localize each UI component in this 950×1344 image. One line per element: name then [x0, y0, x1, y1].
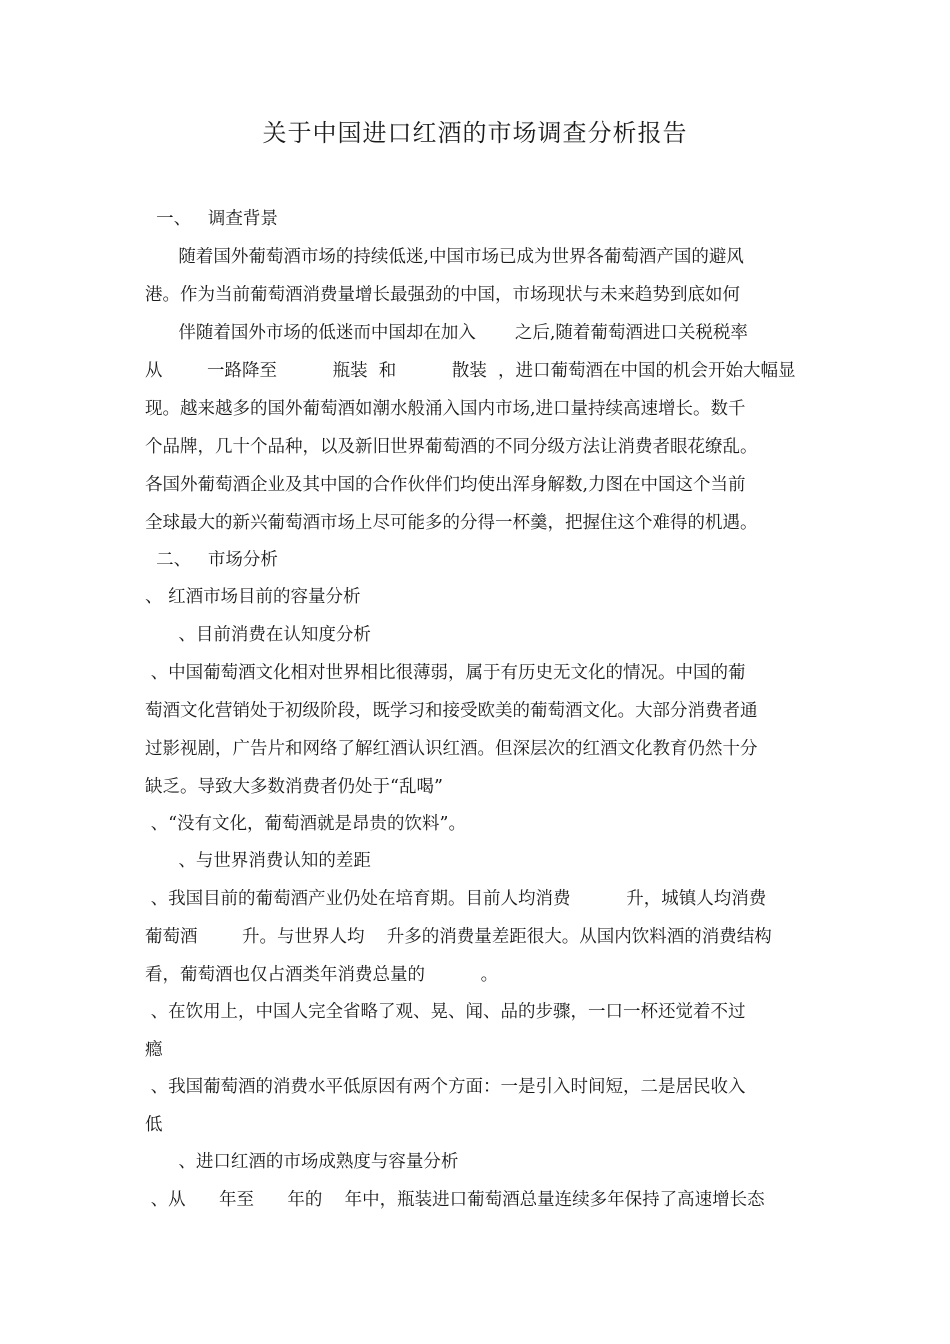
paragraph-line: 、我国葡萄酒的消费水平低原因有两个方面：一是引入时间短，二是居民收入 [145, 1077, 746, 1097]
subheading-capacity: 、 红酒市场目前的容量分析 [145, 587, 361, 607]
subheading-gap: 、与世界消费认知的差距 [145, 851, 371, 871]
paragraph-line: 各国外葡萄酒企业及其中国的合作伙伴们均使出浑身解数,力图在中国这个当前 [145, 475, 746, 495]
paragraph-line: 个品牌，几十个品种，以及新旧世界葡萄酒的不同分级方法让消费者眼花缭乱。 [145, 437, 758, 457]
paragraph-line: 港。作为当前葡萄酒消费量增长最强劲的中国，市场现状与未来趋势到底如何 [145, 285, 740, 305]
paragraph-line: 从 一路降至 瓶装 和 散装 ，进口葡萄酒在中国的机会开始大幅显 [145, 361, 796, 381]
paragraph-line: 看，葡萄酒也仅占酒类年消费总量的 。 [145, 965, 499, 985]
paragraph-line: 葡萄酒 升。与世界人均 升多的消费量差距很大。从国内饮料酒的消费结构 [145, 927, 772, 947]
paragraph-line: 、中国葡萄酒文化相对世界相比很薄弱，属于有历史无文化的情况。中国的葡 [145, 663, 746, 683]
paragraph-line: 、我国目前的葡萄酒产业仍处在培育期。目前人均消费 升，城镇人均消费 [145, 889, 767, 909]
paragraph-line: 、“没有文化，葡萄酒就是昂贵的饮料”。 [145, 814, 466, 834]
paragraph-line: 低 [145, 1115, 163, 1135]
paragraph-line: 过影视剧，广告片和网络了解红酒认识红酒。但深层次的红酒文化教育仍然十分 [145, 739, 758, 759]
paragraph-line: 全球最大的新兴葡萄酒市场上尽可能多的分得一杯羹，把握住这个难得的机遇。 [145, 513, 758, 533]
paragraph-line: 、在饮用上，中国人完全省略了观、晃、闻、品的步骤，一口一杯还觉着不过 [145, 1002, 746, 1022]
paragraph-line: 缺乏。导致大多数消费者仍处于“乱喝” [145, 777, 443, 797]
section-heading-market: 二、 市场分析 [145, 550, 278, 570]
paragraph-line: 随着国外葡萄酒市场的持续低迷,中国市场已成为世界各葡萄酒产国的避风 [145, 247, 744, 267]
section-heading-background: 一、 调查背景 [145, 209, 278, 229]
paragraph-line: 伴随着国外市场的低迷而中国却在加入 之后,随着葡萄酒进口关税税率 [145, 323, 748, 343]
paragraph-line: 瘾 [145, 1040, 163, 1060]
paragraph-line: 、从 年至 年的 年中，瓶装进口葡萄酒总量连续多年保持了高速增长态 [145, 1190, 765, 1210]
paragraph-line: 萄酒文化营销处于初级阶段，既学习和接受欧美的葡萄酒文化。大部分消费者通 [145, 701, 758, 721]
subheading-awareness: 、目前消费在认知度分析 [145, 625, 371, 645]
paragraph-line: 现。越来越多的国外葡萄酒如潮水般涌入国内市场,进口量持续高速增长。数千 [145, 399, 746, 419]
document-title: 关于中国进口红酒的市场调查分析报告 [262, 119, 688, 147]
subheading-maturity: 、进口红酒的市场成熟度与容量分析 [145, 1152, 459, 1172]
